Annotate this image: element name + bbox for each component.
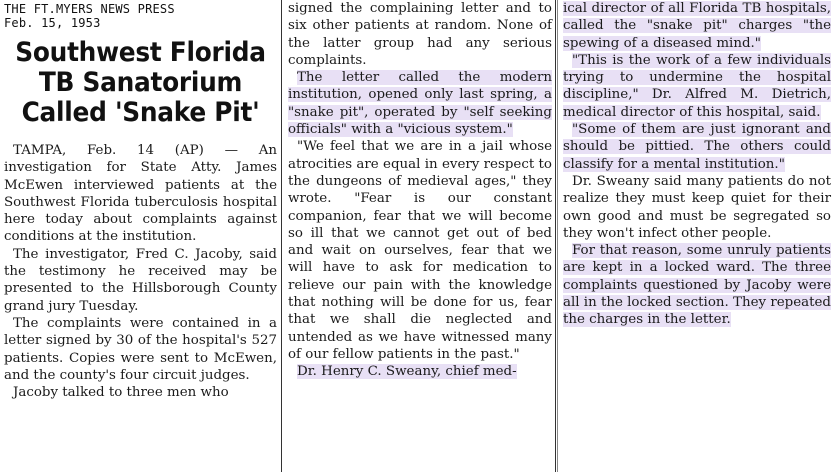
column-1 xyxy=(0,0,281,472)
headline-line-1: Southwest Florida xyxy=(15,37,266,68)
paragraph: TAMPA, Feb. 14 (AP) — An investigation for State Atty. James McEwen interviewed patients at the Southwest Florida tuberculosis hospital here today about complaints against conditions at the institution. xyxy=(4,143,277,245)
paragraph: Jacoby talked to three men who xyxy=(13,385,229,401)
highlighted-text: Dr. Henry C. Sweany, chief med- xyxy=(297,364,517,380)
headline-line-3: Called 'Snake Pit' xyxy=(21,97,260,128)
paragraph: "We feel that we are in a jail whose atrocities are equal in every respect to the dungeons of medieval ages," they wrote. "Fear is our constant companion, fear that we will become so ill that we cannot get out of bed and wait on ourselves, fear that we will have to ask for medication to relieve our pain with the knowledge that nothing will be done for us, fear that we shall die neglected and untended as we have witnessed many of our fellow patients in the past." xyxy=(288,139,552,362)
column-divider xyxy=(555,0,556,472)
paragraph xyxy=(563,52,831,121)
paragraph: signed the complaining letter and to six other patients at random. None of the latter group had any serious complaints. xyxy=(288,1,552,68)
paragraph xyxy=(563,0,831,52)
newspaper-name: THE FT.MYERS NEWS PRESS xyxy=(4,2,175,16)
paragraph xyxy=(563,121,831,173)
paragraph: Dr. Sweany said many patients do not realize they must keep quiet for their own good and must be segregated so they won't infect other people. xyxy=(563,173,831,241)
paragraph xyxy=(563,242,831,328)
highlighted-text: The letter called the modern institution, opened only last spring, a "snake pit", operated by "self seeking officials" with a "vicious system." xyxy=(288,70,552,138)
highlighted-text: For that reason, some unruly patients are kept in a locked ward. The three complaints questioned by Jacoby were all in the locked section. They repeated the charges in the letter. xyxy=(563,243,832,328)
paragraph xyxy=(288,363,552,380)
column-3 xyxy=(557,0,835,472)
highlighted-text: "This is the work of a few individuals trying to undermine the hospital discipline," Dr. Alfred M. Dietrich, medical director of this hospital, said. xyxy=(563,52,831,120)
highlighted-text: ical director of all Florida TB hospitals, called the "snake pit" charges "the spewing of a diseased mind." xyxy=(563,1,831,51)
headline-line-2: TB Sanatorium xyxy=(38,67,243,98)
paragraph: The complaints were contained in a letter signed by 30 of the hospital's 527 patients. Copies were sent to McEwen, and the county's four circuit judges. xyxy=(4,315,277,383)
paragraph xyxy=(288,69,552,138)
highlighted-text: "Some of them are just ignorant and should be pittied. The others could classify for a mental institution." xyxy=(563,122,831,172)
publication-date: Feb. 15, 1953 xyxy=(4,16,101,30)
column-2 xyxy=(282,0,556,472)
headline xyxy=(15,38,266,128)
paragraph: The investigator, Fred C. Jacoby, said the testimony he received may be presented to the Hillsborough County grand jury Tuesday. xyxy=(4,246,277,314)
